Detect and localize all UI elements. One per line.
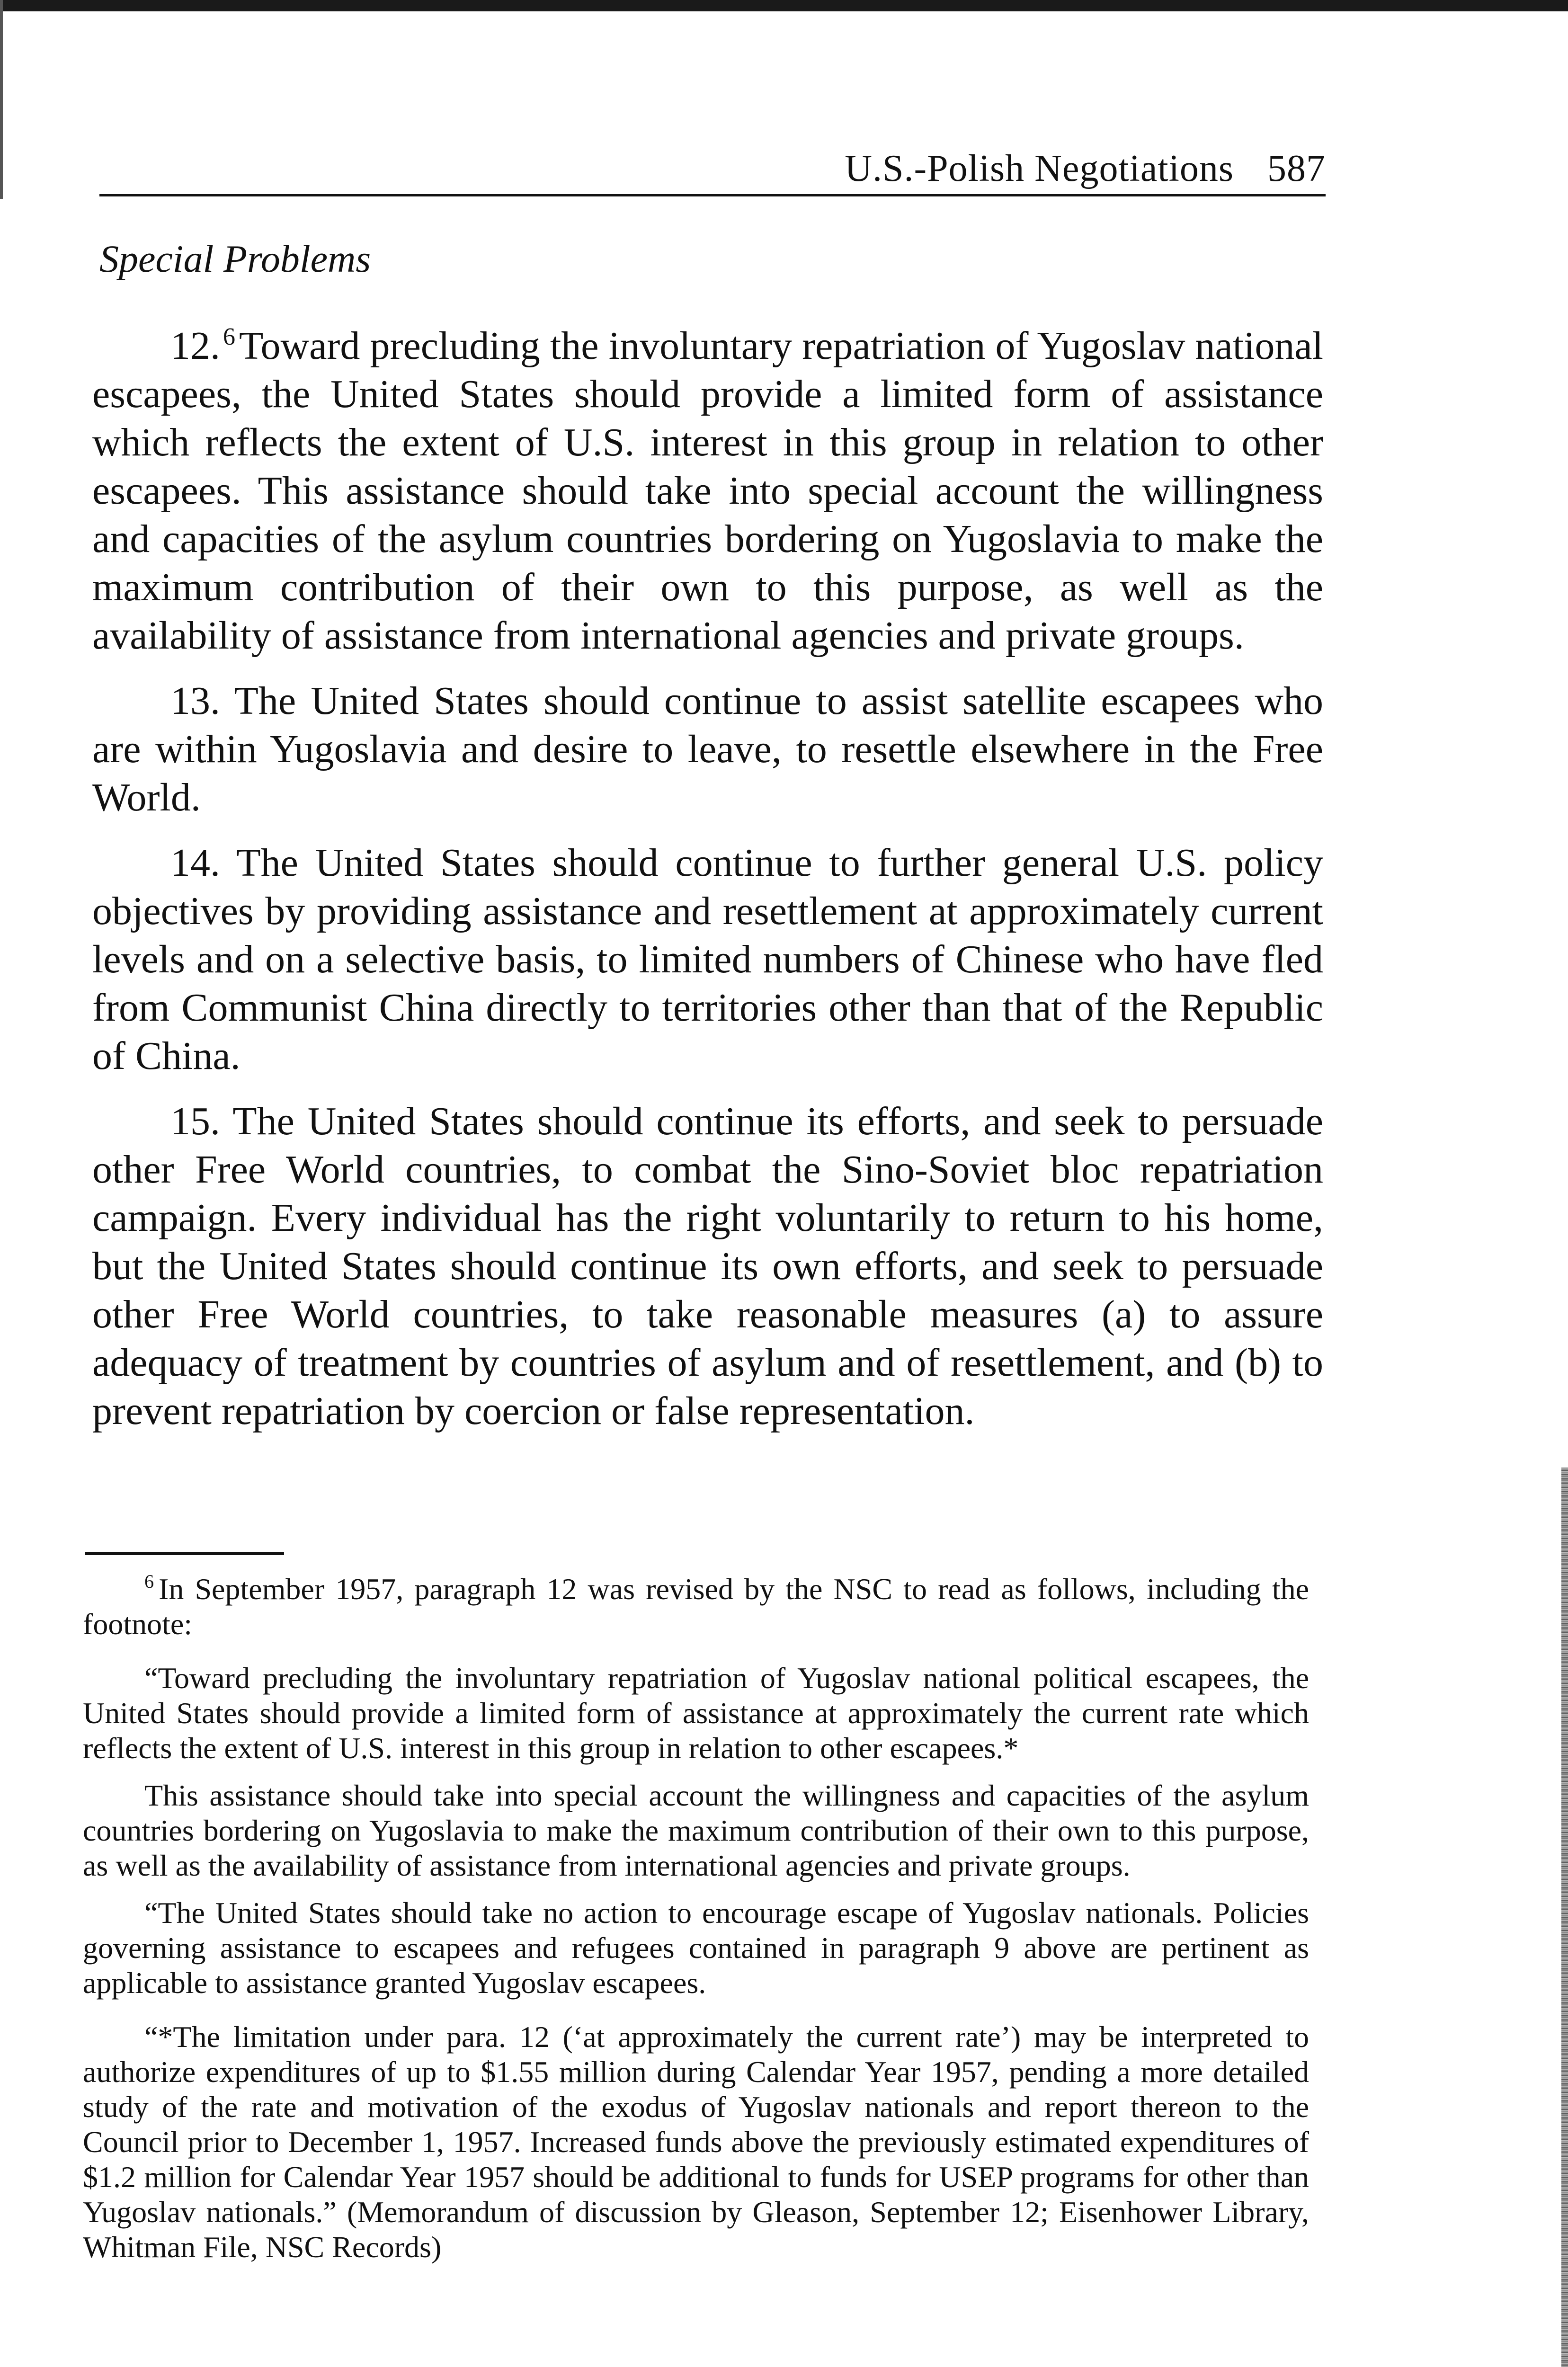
footnote-intro-text: In September 1957, paragraph 12 was revised by the NSC to read as follows, including the footnote: — [83, 1572, 1309, 1641]
paragraph-number: 12. — [170, 324, 220, 368]
scan-left-edge — [0, 0, 3, 199]
section-title: Special Problems — [99, 237, 371, 280]
footnote-marker: 6 — [144, 1571, 154, 1592]
paragraph-number: 13. — [170, 679, 220, 723]
footnote-quote-4: “*The limitation under para. 12 (‘at approximately the current rate’) may be interpreted to authorize expenditures of up to $1.55 million during Calendar Year 1957, pending a more detailed study of the rate and motivation of the exodus of Yugoslav nationals and report thereon to the Council prior to December 1, 1957. Increased funds above the previously estimated expenditures of $1.2 million for Calendar Year 1957 should be additional to funds for USEP programs for other than Yugoslav nationals.” (Memorandum of discussion by Gleason, September 12; Eisenhower Library, Whitman File, NSC Records) — [83, 2020, 1309, 2264]
running-head — [99, 142, 1326, 196]
running-title: U.S.-Polish Negotiations — [845, 148, 1234, 189]
paragraph-number: 15. — [170, 1099, 220, 1143]
footnote-reference: 6 — [223, 323, 235, 350]
paragraph-text: The United States should continue to assist satellite escapees who are within Yugoslavia and desire to leave, to resettle elsewhere in the Free World. — [92, 679, 1324, 819]
paragraph-15 — [92, 1097, 1323, 1435]
paragraph-number: 14. — [170, 841, 220, 885]
paragraph-text: The United States should continue its efforts, and seek to persuade other Free World countries, to combat the Sino-Soviet bloc repatriation campaign. Every individual has the right voluntarily to return to his home, but the United States should continue its own efforts, and seek to persuade other Free World countries, to take reasonable measures (a) to assure adequacy of treatment by countries of asylum and of resettlement, and (b) to prevent repatriation by coercion or false representation. — [92, 1099, 1323, 1433]
paragraph-12 — [92, 322, 1323, 660]
footnotes — [83, 1572, 1309, 2277]
paragraph-13 — [92, 677, 1323, 822]
footnote-intro — [83, 1572, 1309, 1642]
running-head-text — [845, 147, 1326, 190]
page-number: 587 — [1267, 148, 1326, 189]
paragraph-text: Toward precluding the involuntary repatriation of Yugoslav national escapees, the United States should provide a limited form of assistance which reflects the extent of U.S. interest in this group in relation to other escapees. This assistance should take into special account the willingness and capacities of the asylum countries bordering on Yugoslavia to make the maximum contribution of their own to this purpose, as well as the availability of assistance from international agencies and private groups. — [92, 324, 1323, 658]
footnote-divider — [85, 1552, 284, 1555]
footnote-quote-1: “Toward precluding the involuntary repatriation of Yugoslav national political escapees, the United States should provide a limited form of assistance at approximately the current rate which reflects the extent of U.S. interest in this group in relation to other escapees.* — [83, 1661, 1309, 1765]
scan-right-edge — [1561, 1468, 1568, 2367]
footnote-quote-3: “The United States should take no action to encourage escape of Yugoslav nationals. Policies governing assistance to escapees and refugees contained in paragraph 9 above are pertinent as applicable to assistance granted Yugoslav escapees. — [83, 1896, 1309, 2000]
scan-top-edge — [0, 0, 1568, 11]
footnote-quote-2: This assistance should take into special account the willingness and capacities of the asylum countries bordering on Yugoslavia to make the maximum contribution of their own to this purpose, as well as the availability of assistance from international agencies and private groups. — [83, 1779, 1309, 1882]
paragraph-text: The United States should continue to further general U.S. policy objectives by providing assistance and resettlement at approximately current levels and on a selective basis, to limited numbers of Chinese who have fled from Communist China directly to territories other than that of the Republic of China. — [92, 841, 1324, 1078]
paragraph-14 — [92, 839, 1323, 1080]
main-text — [92, 322, 1323, 1435]
